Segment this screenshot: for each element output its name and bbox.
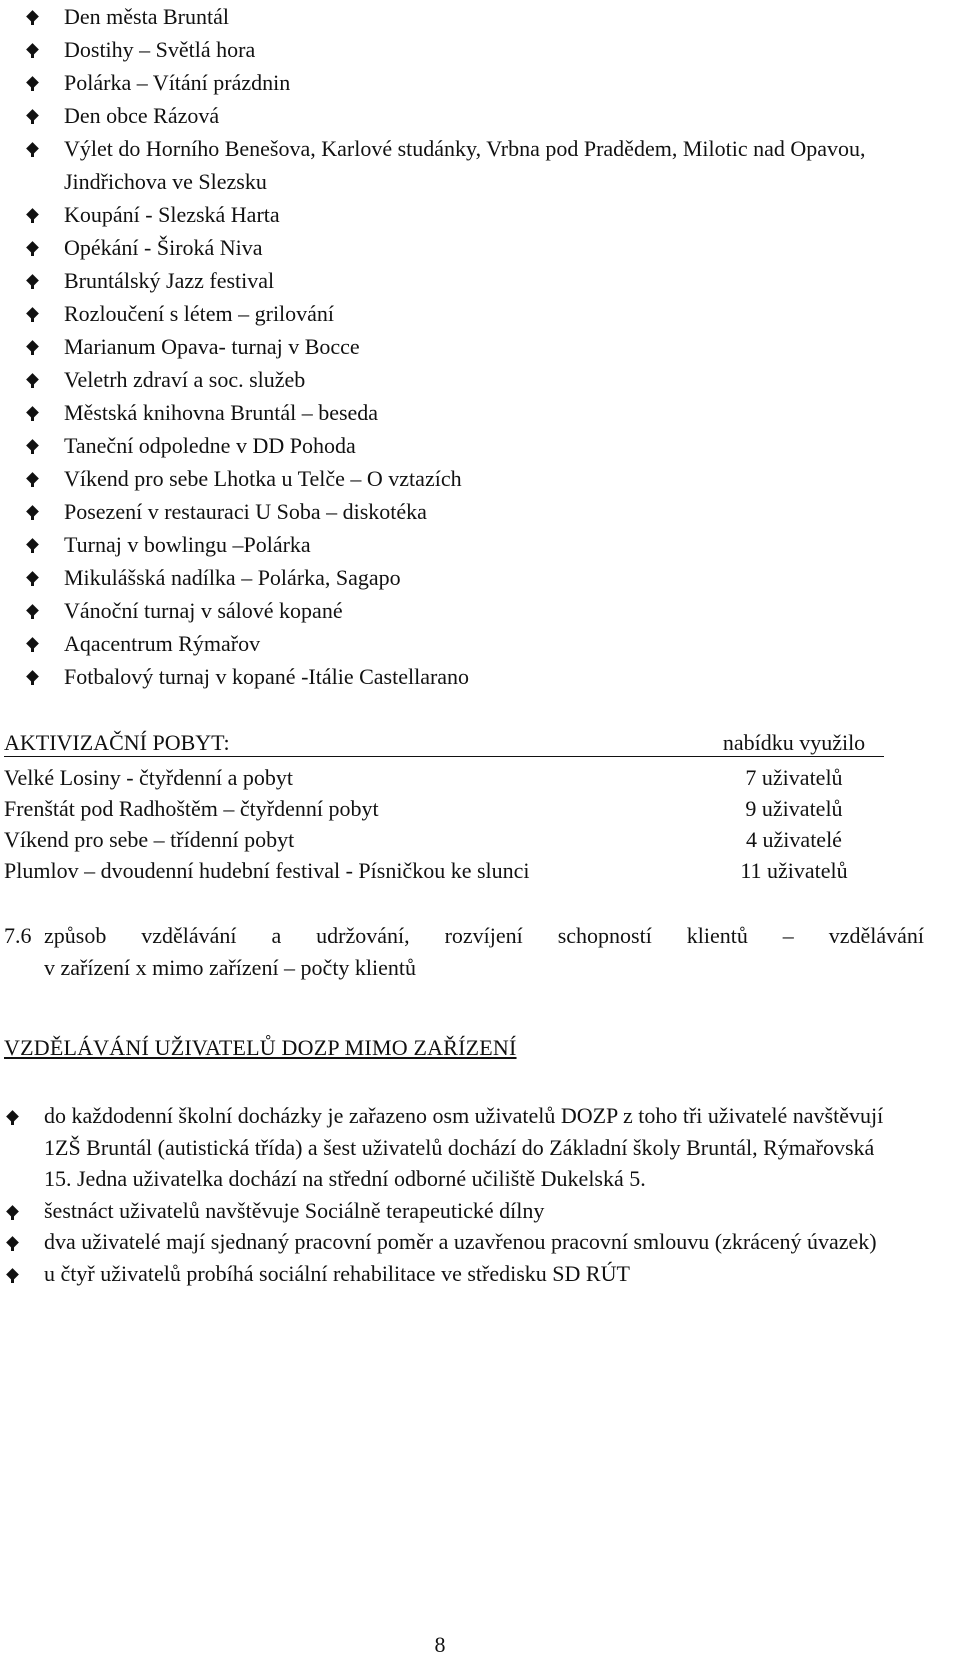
subheading: VZDĚLÁVÁNÍ UŽIVATELŮ DOZP MIMO ZAŘÍZENÍ — [4, 1035, 517, 1060]
table-row: Frenštát pod Radhoštěm – čtyřdenní pobyt 9 uživatelů — [4, 796, 843, 821]
list-item: Fotbalový turnaj v kopané -Itálie Castellarano — [22, 660, 922, 693]
list-item: Mikulášská nadílka – Polárka, Sagapo — [22, 561, 922, 594]
table-row: Plumlov – dvoudenní hudební festival - Písničkou ke slunci 11 uživatelů — [4, 858, 848, 883]
list-item: Den obce Rázová — [22, 99, 922, 132]
events-list — [22, 0, 922, 693]
column-header: nabídku využilo — [722, 730, 866, 755]
list-item: Vánoční turnaj v sálové kopané — [22, 594, 922, 627]
section-title-line2: v zařízení x mimo zařízení – počty klientů — [44, 955, 417, 980]
list-item: do každodenní školní docházky je zařazeno osm uživatelů DOZP z toho tři uživatelé navštěvují 1ZŠ Bruntál (autistická třída) a šest uživatelů dochází do Základní školy Bruntál, Rýmařovská 15. Jedna uživatelka dochází na střední odborné učiliště Dukelská 5. — [4, 1100, 884, 1195]
list-item: Víkend pro sebe Lhotka u Telče – O vztazích — [22, 462, 922, 495]
list-item: Posezení v restauraci U Soba – diskotéka — [22, 495, 922, 528]
list-item: Marianum Opava- turnaj v Bocce — [22, 330, 922, 363]
table-row: Víkend pro sebe – třídenní pobyt 4 uživatelé — [4, 827, 842, 852]
list-item: Bruntálský Jazz festival — [22, 264, 922, 297]
header-underline — [4, 756, 884, 757]
list-item: Výlet do Horního Benešova, Karlové studánky, Vrbna pod Pradědem, Milotic nad Opavou, Jindřichova ve Slezsku — [22, 132, 922, 198]
list-item: Rozloučení s létem – grilování — [22, 297, 922, 330]
activization-stay-table — [4, 730, 884, 886]
section-heading — [4, 920, 924, 984]
list-item: šestnáct uživatelů navštěvuje Sociálně terapeutické dílny — [4, 1195, 884, 1227]
list-item: Den města Bruntál — [22, 0, 922, 33]
table-row: Velké Losiny - čtyřdenní a pobyt 7 uživatelů — [4, 765, 843, 790]
list-item: Taneční odpoledne v DD Pohoda — [22, 429, 922, 462]
list-item: Opékání - Široká Niva — [22, 231, 922, 264]
section-title-line1: způsob vzdělávání a udržování, rozvíjení schopností klientů – vzdělávání — [44, 923, 924, 948]
list-item: u čtyř uživatelů probíhá sociální rehabilitace ve středisku SD RÚT — [4, 1258, 884, 1290]
list-item: Polárka – Vítání prázdnin — [22, 66, 922, 99]
table-title: AKTIVIZAČNÍ POBYT: — [4, 730, 230, 755]
list-item: Dostihy – Světlá hora — [22, 33, 922, 66]
list-item: Městská knihovna Bruntál – beseda — [22, 396, 922, 429]
list-item: Veletrh zdraví a soc. služeb — [22, 363, 922, 396]
list-item: Koupání - Slezská Harta — [22, 198, 922, 231]
list-item: dva uživatelé mají sjednaný pracovní poměr a uzavřenou pracovní smlouvu (zkrácený úvazek) — [4, 1226, 884, 1258]
list-item: Turnaj v bowlingu –Polárka — [22, 528, 922, 561]
section-number: 7.6 — [4, 923, 32, 948]
page-number: 8 — [434, 1632, 446, 1657]
table-header — [4, 730, 884, 762]
list-item: Aqacentrum Rýmařov — [22, 627, 922, 660]
education-list — [4, 1100, 884, 1289]
